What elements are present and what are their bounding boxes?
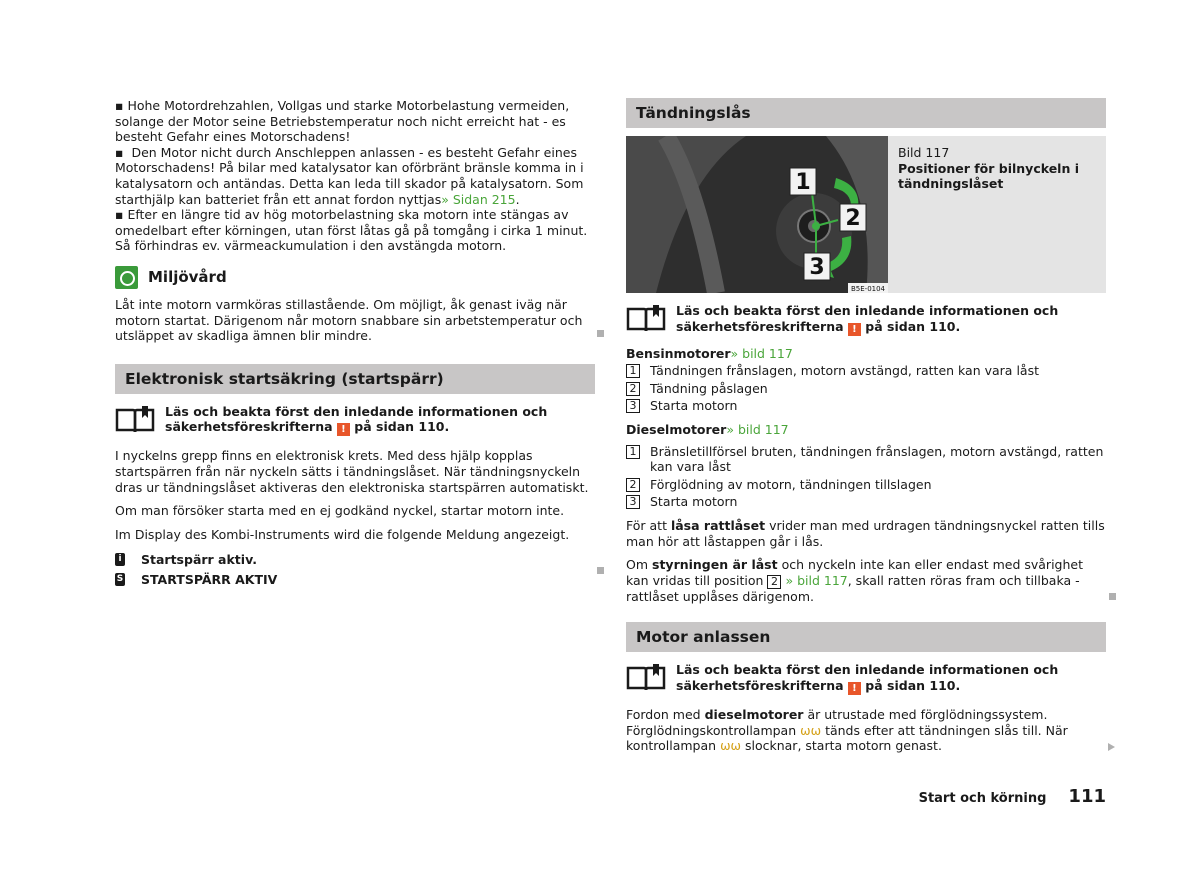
- page-number: 111: [1068, 786, 1106, 807]
- figure-label: Bild 117: [898, 145, 950, 160]
- bullet-2-text: Den Motor nicht durch Anschleppen anlassen - es besteht Gefahr eines Motorschadens! På bilar med katalysator kan oförbränt bränsle komma in i katalysatorn och antändas. Detta kan leda till skador på katalysatorn. Som starthjälp kan batteriet från ett annat fordon nyttjas: [115, 144, 584, 207]
- environment-title: Miljövård: [148, 267, 227, 286]
- figure-117: [626, 136, 1106, 293]
- list-item: [626, 381, 1106, 397]
- info-icon: i: [115, 553, 125, 566]
- number-box: 2: [626, 382, 640, 396]
- list-item: [626, 398, 1106, 414]
- list-item-text: Bränsletillförsel bruten, tändningen frånslagen, motorn avstängd, ratten kan vara låst: [650, 443, 1104, 475]
- figure-code: B5E-0104: [850, 285, 886, 293]
- number-box: 2: [767, 575, 781, 589]
- symbol-icon: S: [116, 573, 124, 584]
- number-box: 1: [626, 364, 640, 378]
- number-box: 2: [626, 478, 640, 492]
- text-run: tänds efter att tändningen slås till. När kontrollampan: [626, 722, 1068, 754]
- safety-note-text: [676, 303, 1106, 336]
- book-icon: [115, 404, 155, 436]
- safety-note-text: [676, 662, 1106, 695]
- safety-note-page[interactable]: på sidan 110.: [354, 419, 450, 435]
- paragraph-1: I nyckelns grepp finns en elektronisk krets. Med dess hjälp kopplas startspärren från när nyckeln sätts i tändningslåset. När tändningsnyckeln dras ur tändningslåset aktiveras den elektroniska startspärren automatiskt.: [115, 448, 589, 495]
- safety-note: [626, 303, 1106, 336]
- list-item-text: Starta motorn: [650, 398, 738, 414]
- book-icon: [626, 662, 666, 694]
- text-bold: styrningen är låst: [652, 557, 778, 573]
- right-column: [626, 98, 1106, 762]
- number-box: 1: [626, 445, 640, 459]
- environment-text: Låt inte motorn varmköras stillastående. Om möjligt, åk genast iväg när motorn startat. Därigenom når motorn snabbare sin arbetstemperatur och utsläppet av skadliga ämnen blir mindre.: [115, 296, 583, 344]
- bullet-3: ▪ Efter en längre tid av hög motorbelastning ska motorn inte stängas av omedelbart efter körningen, utan först låtas gå på tomgång i cirka 1 minut. Så förhindras ev. värmeackumulation i den avstängda motorn.: [115, 207, 595, 254]
- left-column: [115, 98, 595, 591]
- text-run: , skall ratten röras fram och tillbaka - rattlåset upplåses därigenom.: [626, 572, 1080, 604]
- safety-note-main: Läs och beakta först den inledande informationen och säkerhetsföreskrifterna: [676, 303, 1059, 334]
- list-item-text: Förglödning av motorn, tändningen tillslagen: [650, 476, 932, 492]
- warning-icon: !: [848, 682, 861, 695]
- glow-plug-icon: ωω: [720, 738, 741, 754]
- safety-note: [115, 404, 595, 437]
- safety-note-page[interactable]: på sidan 110.: [865, 677, 961, 693]
- list-item-text: Starta motorn: [650, 494, 738, 510]
- list-item: [626, 444, 1106, 475]
- section-end-mark: [1109, 593, 1116, 600]
- list-item: [626, 494, 1106, 510]
- steering-lock-paragraph: [626, 518, 1106, 549]
- section-end-mark: [597, 567, 604, 574]
- message-text: Startspärr aktiv.: [141, 552, 257, 568]
- text-run: är utrustade med förglödningssystem. Förglödningskontrollampan: [626, 706, 1048, 738]
- bullet-2-end: .: [515, 191, 520, 207]
- figure-link[interactable]: » bild 117: [726, 421, 789, 437]
- text-bold: dieselmotorer: [704, 706, 804, 722]
- marker-2: 2: [845, 206, 861, 231]
- diesel-heading: [626, 422, 1106, 438]
- petrol-heading: [626, 346, 1106, 362]
- message-text: STARTSPÄRR AKTIV: [141, 571, 278, 587]
- section-title-ignition: Tändningslås: [626, 98, 1106, 128]
- text-run: För att: [626, 517, 667, 533]
- continue-arrow-icon: [1108, 743, 1115, 751]
- safety-note-main: Läs och beakta först den inledande informationen och säkerhetsföreskrifterna: [165, 403, 548, 435]
- list-item-text: Tändning påslagen: [650, 380, 768, 396]
- book-icon: [626, 303, 666, 335]
- recycle-icon: [115, 266, 138, 289]
- marker-3: 3: [809, 255, 825, 280]
- safety-note-page[interactable]: på sidan 110.: [865, 318, 961, 334]
- figure-caption: [888, 136, 1106, 293]
- text-run: Fordon med: [626, 706, 701, 722]
- figure-link[interactable]: » bild 117: [730, 345, 793, 361]
- safety-note: [626, 662, 1106, 695]
- paragraph-2: Om man försöker starta med en ej godkänd nyckel, startar motorn inte.: [115, 503, 565, 519]
- text-run: och nyckeln inte kan eller endast med svårighet kan vridas till position: [626, 557, 1083, 588]
- page-footer: [919, 786, 1106, 807]
- number-box: 3: [626, 399, 640, 413]
- environment-header: [115, 266, 595, 289]
- marker-1: 1: [795, 170, 811, 195]
- steering-unlock-paragraph: [626, 557, 1106, 604]
- message-row: [115, 552, 595, 568]
- text-bold: låsa rattlåset: [670, 517, 766, 533]
- warning-icon: !: [848, 323, 861, 336]
- message-row: [115, 572, 595, 588]
- safety-note-main: Läs och beakta först den inledande informationen och säkerhetsföreskrifterna: [676, 662, 1059, 693]
- bullet-2: [115, 145, 595, 207]
- glow-plug-icon: ωω: [800, 722, 822, 738]
- page-215-link[interactable]: » Sidan 215: [441, 191, 516, 207]
- text-run: vrider man med urdragen tändningsnyckel ratten tills man hör att låstappen går i lås.: [626, 517, 1105, 549]
- figure-link[interactable]: » bild 117: [785, 572, 848, 588]
- text-run: slocknar, starta motorn genast.: [744, 738, 942, 754]
- petrol-title: Bensinmotorer: [626, 345, 731, 361]
- ignition-illustration: [626, 136, 888, 293]
- section-title-immobilizer: Elektronisk startsäkring (startspärr): [115, 364, 595, 394]
- warning-icon: !: [337, 423, 350, 436]
- number-box: 3: [626, 495, 640, 509]
- chapter-title: Start och körning: [918, 791, 1047, 806]
- text-run: Om: [626, 557, 649, 573]
- list-item: [626, 363, 1106, 379]
- safety-note-text: [165, 404, 595, 437]
- list-item-text: Tändningen frånslagen, motorn avstängd, ratten kan vara låst: [650, 363, 1039, 379]
- bullet-1: ▪ Hohe Motordrehzahlen, Vollgas und starke Motorbelastung vermeiden, solange der Motor seine Betriebstemperatur noch nicht erreicht hat - es besteht Gefahr eines Motorschadens!: [115, 98, 595, 145]
- section-end-mark: [597, 330, 604, 337]
- figure-caption-text: Positioner för bilnyckeln i tändningslåset: [898, 160, 1080, 192]
- glow-plug-paragraph: [626, 707, 1106, 754]
- section-title-start-engine: Motor anlassen: [626, 622, 1106, 652]
- diesel-title: Dieselmotorer: [626, 421, 727, 437]
- ignition-photo: [626, 136, 888, 293]
- paragraph-3: Im Display des Kombi-Instruments wird die folgende Meldung angezeigt.: [115, 526, 570, 542]
- list-item: [626, 477, 1106, 493]
